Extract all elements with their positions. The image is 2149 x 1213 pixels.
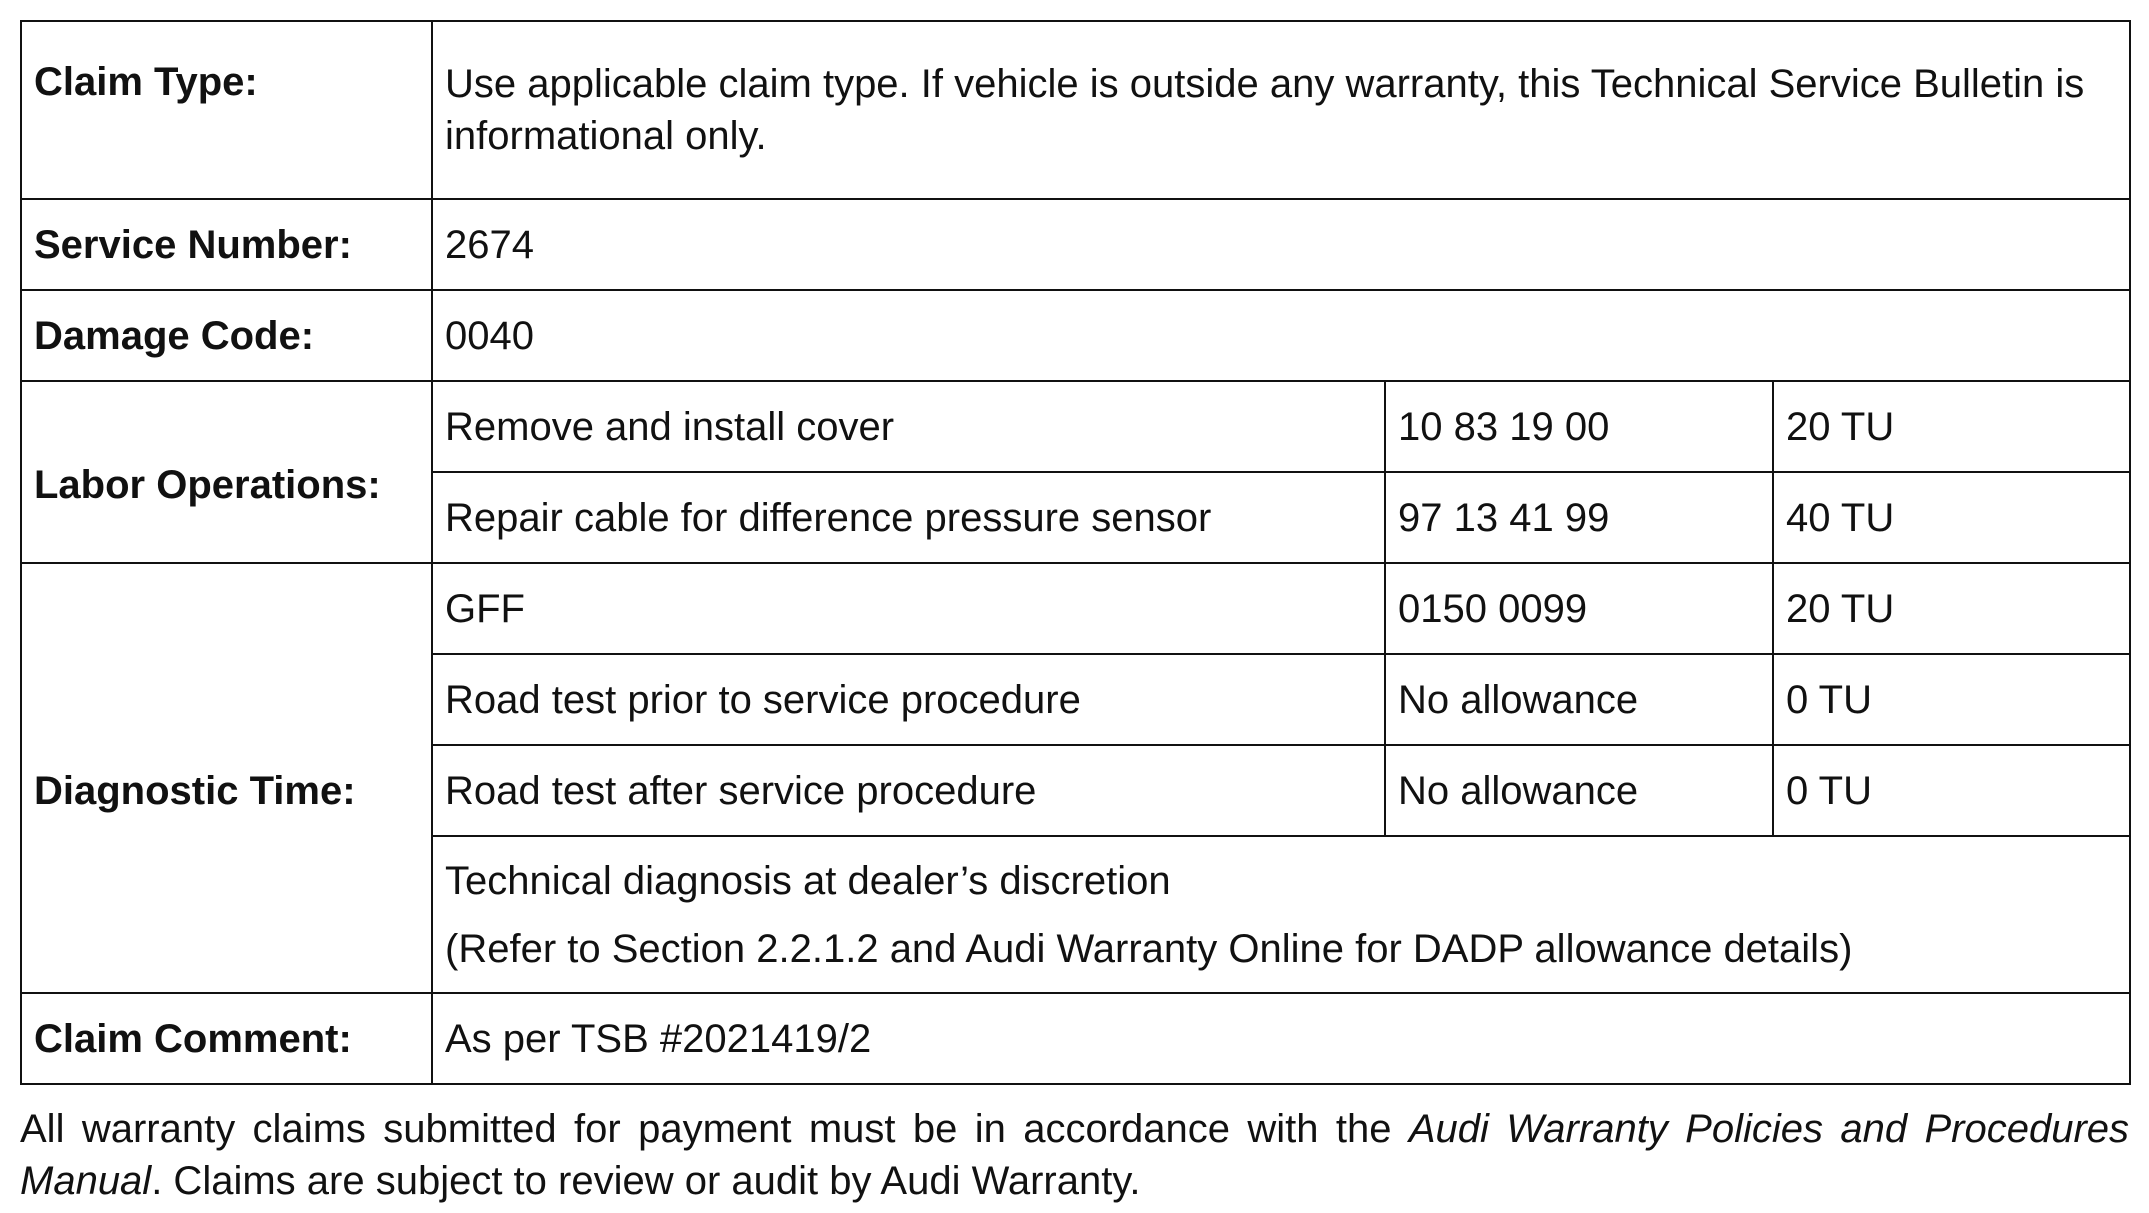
service-number-label: Service Number: [21, 199, 432, 290]
diagnostic-time: 0 TU [1773, 745, 2130, 836]
diagnostic-time: 20 TU [1773, 563, 2130, 654]
diagnostic-note [432, 836, 2130, 993]
claim-comment-label: Claim Comment: [21, 993, 432, 1084]
footer-text-after: . Claims are subject to review or audit by Audi Warranty. [151, 1159, 1141, 1203]
claim-type-value: Use applicable claim type. If vehicle is outside any warranty, this Technical Service Bulletin is informational only. [432, 21, 2130, 199]
diagnostic-description: Road test prior to service procedure [432, 654, 1385, 745]
claim-comment-row [21, 993, 2130, 1084]
labor-operation-time: 20 TU [1773, 381, 2130, 472]
warranty-footer-note [20, 1103, 2129, 1207]
diagnostic-description: Road test after service procedure [432, 745, 1385, 836]
claim-comment-value: As per TSB #2021419/2 [432, 993, 2130, 1084]
diagnostic-code: No allowance [1385, 654, 1773, 745]
damage-code-row [21, 290, 2130, 381]
diagnostic-time-label: Diagnostic Time: [21, 563, 432, 993]
labor-operation-time: 40 TU [1773, 472, 2130, 563]
service-number-row [21, 199, 2130, 290]
manual-title: Audi Warranty Policies and Procedures Manual [20, 1107, 2130, 1203]
service-number-value: 2674 [432, 199, 2130, 290]
damage-code-value: 0040 [432, 290, 2130, 381]
labor-operation-code: 97 13 41 99 [1385, 472, 1773, 563]
labor-operation-row [21, 381, 2130, 472]
diagnostic-row [21, 563, 2130, 654]
diagnostic-time: 0 TU [1773, 654, 2130, 745]
labor-operation-code: 10 83 19 00 [1385, 381, 1773, 472]
damage-code-label: Damage Code: [21, 290, 432, 381]
footer-text-before: All warranty claims submitted for payment must be in accordance with the [20, 1107, 1409, 1151]
diagnostic-note-reference: (Refer to Section 2.2.1.2 and Audi Warranty Online for DADP allowance details) [445, 926, 1853, 971]
diagnostic-description: GFF [432, 563, 1385, 654]
claim-type-row [21, 21, 2130, 199]
labor-operations-label: Labor Operations: [21, 381, 432, 563]
diagnostic-code: 0150 0099 [1385, 563, 1773, 654]
diagnostic-note-line: Technical diagnosis at dealer’s discretion [445, 858, 1171, 903]
labor-operation-description: Repair cable for difference pressure sensor [432, 472, 1385, 563]
warranty-document [20, 20, 2129, 1207]
diagnostic-code: No allowance [1385, 745, 1773, 836]
labor-operation-description: Remove and install cover [432, 381, 1385, 472]
warranty-claim-table [20, 20, 2131, 1085]
claim-type-label: Claim Type: [21, 21, 432, 199]
